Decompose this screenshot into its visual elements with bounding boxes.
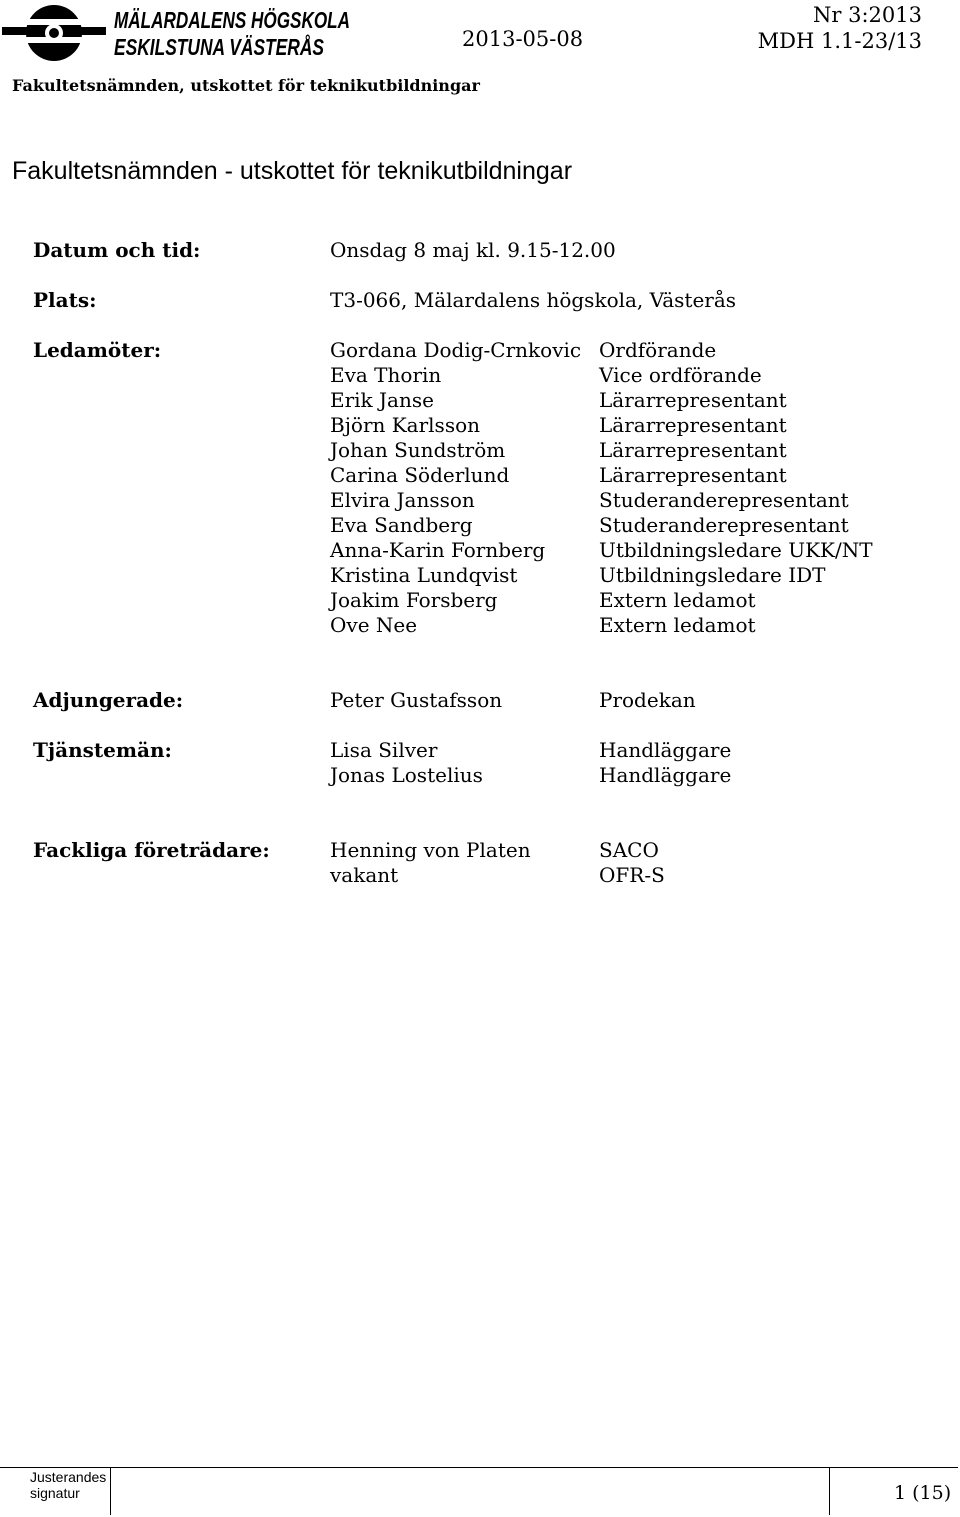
member-role: Ordförande xyxy=(599,338,717,362)
fackliga-label: Fackliga företrädare: xyxy=(33,838,270,862)
member-name: Joakim Forsberg xyxy=(330,588,498,612)
member-name: Eva Thorin xyxy=(330,363,442,387)
fackliga-role: OFR-S xyxy=(599,863,665,887)
tjansteman-label: Tjänstemän: xyxy=(33,738,172,762)
member-name: Björn Karlsson xyxy=(330,413,481,437)
member-name: Erik Janse xyxy=(330,388,434,412)
page-number: 1 (15) xyxy=(894,1482,952,1504)
tjansteman-role: Handläggare xyxy=(599,738,732,762)
fackliga-role: SACO xyxy=(599,838,659,862)
member-role: Lärarrepresentant xyxy=(599,438,787,462)
member-name: Johan Sundström xyxy=(330,438,506,462)
member-name: Gordana Dodig-Crnkovic xyxy=(330,338,582,362)
logo-line1: MÄLARDALENS HÖGSKOLA xyxy=(114,7,350,33)
document-title: Fakultetsnämnden - utskottet för teknikutbildningar xyxy=(12,157,573,185)
document-reference: MDH 1.1-23/13 xyxy=(757,29,922,53)
member-name: Anna-Karin Fornberg xyxy=(330,538,546,562)
member-role: Extern ledamot xyxy=(599,613,756,637)
datum-label: Datum och tid: xyxy=(33,238,201,262)
member-role: Lärarrepresentant xyxy=(599,388,787,412)
member-name: Kristina Lundqvist xyxy=(330,563,518,587)
fackliga-name: vakant xyxy=(330,863,399,887)
document-date: 2013-05-08 xyxy=(462,27,584,51)
adjungerad-name: Peter Gustafsson xyxy=(330,688,503,712)
member-name: Eva Sandberg xyxy=(330,513,473,537)
plats-label: Plats: xyxy=(33,288,97,312)
signature-box xyxy=(110,1467,830,1515)
member-role: Lärarrepresentant xyxy=(599,463,787,487)
member-role: Extern ledamot xyxy=(599,588,756,612)
member-role: Utbildningsledare IDT xyxy=(599,563,826,587)
member-role: Vice ordförande xyxy=(599,363,762,387)
logo-line2: ESKILSTUNA VÄSTERÅS xyxy=(114,34,325,60)
signature-label: Justerandes signatur xyxy=(30,1469,107,1501)
university-logo xyxy=(2,2,352,62)
adjungerad-role: Prodekan xyxy=(599,688,696,712)
document-number: Nr 3:2013 xyxy=(813,3,922,27)
member-role: Utbildningsledare UKK/NT xyxy=(599,538,873,562)
plats-value: T3-066, Mälardalens högskola, Västerås xyxy=(330,288,737,312)
document-subheader: Fakultetsnämnden, utskottet för teknikutbildningar xyxy=(12,76,480,95)
member-name: Elvira Jansson xyxy=(330,488,475,512)
member-name: Carina Söderlund xyxy=(330,463,510,487)
adjungerade-label: Adjungerade: xyxy=(33,688,184,712)
member-role: Studeranderepresentant xyxy=(599,488,849,512)
logo-emblem-icon xyxy=(2,5,106,61)
member-role: Lärarrepresentant xyxy=(599,413,787,437)
ledamoter-label: Ledamöter: xyxy=(33,338,162,362)
tjansteman-role: Handläggare xyxy=(599,763,732,787)
datum-value: Onsdag 8 maj kl. 9.15-12.00 xyxy=(330,238,616,262)
member-name: Ove Nee xyxy=(330,613,418,637)
tjansteman-name: Jonas Lostelius xyxy=(330,763,483,787)
fackliga-name: Henning von Platen xyxy=(330,838,531,862)
member-role: Studeranderepresentant xyxy=(599,513,849,537)
tjansteman-name: Lisa Silver xyxy=(330,738,438,762)
